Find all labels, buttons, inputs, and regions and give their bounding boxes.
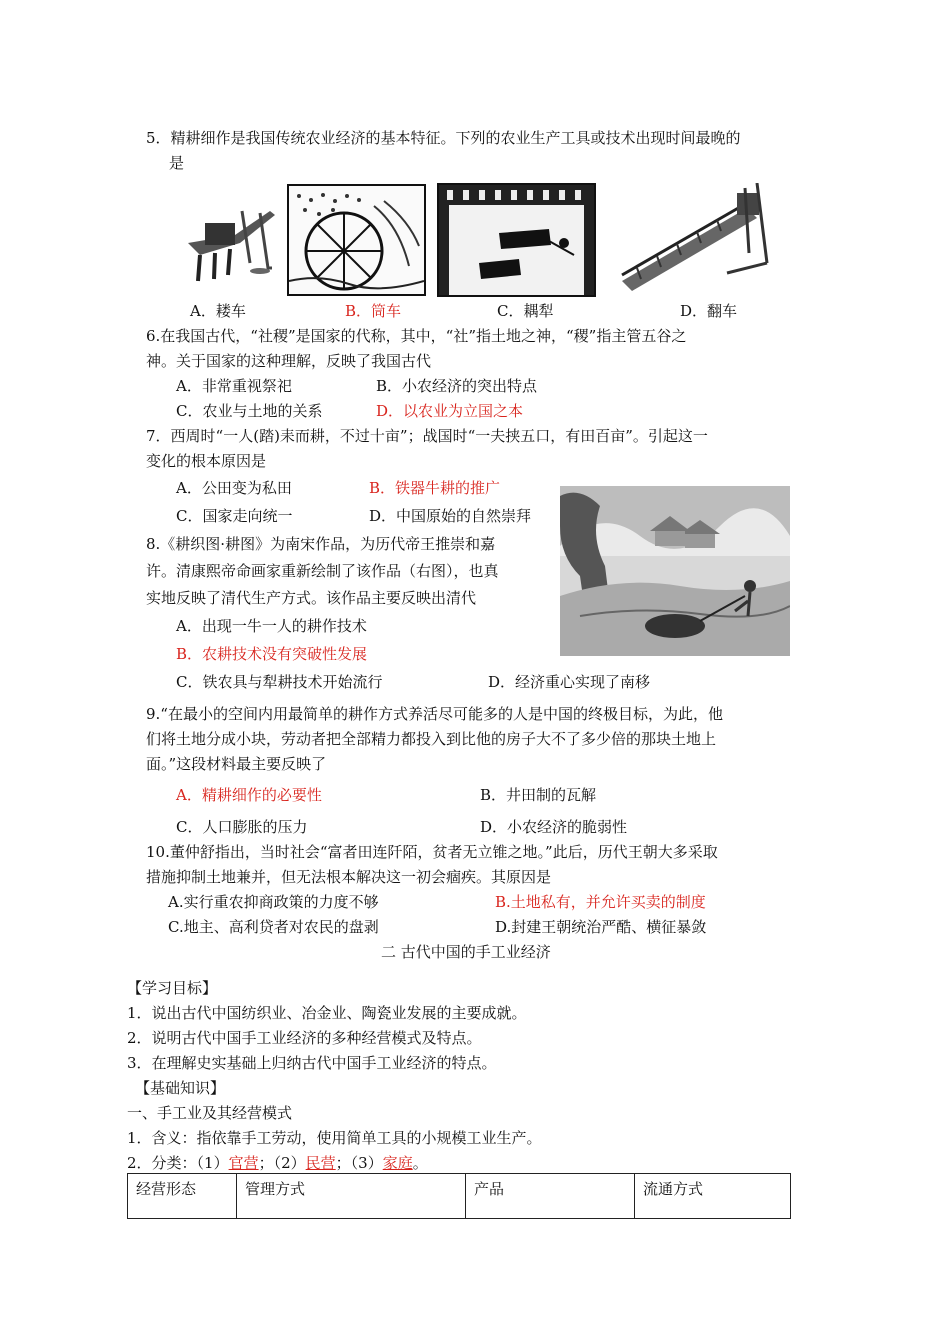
q8-option-d: D．经济重心实现了南移 [488, 673, 651, 691]
class-official: 官营 [228, 1154, 259, 1172]
q9-option-a: A．精耕细作的必要性 [176, 786, 322, 804]
q9-stem-line2: 们将土地分成小块，劳动者把全部精力都投入到比他的房子大不了多少倍的那块土地上 [146, 730, 717, 748]
learning-goal-1: 1．说出古代中国纺织业、冶金业、陶瓷业发展的主要成就。 [127, 1004, 527, 1022]
q8-stem-line3: 实地反映了清代生产方式。该作品主要反映出清代 [146, 589, 477, 607]
part-one-heading: 一、手工业及其经营模式 [127, 1104, 293, 1122]
q5-stem-line2: 是 [169, 154, 185, 172]
handicraft-table [127, 1173, 791, 1219]
table-header-row [128, 1174, 791, 1219]
q9-option-c: C．人口膨胀的压力 [176, 818, 308, 836]
definition-line: 1．含义：指依靠手工劳动，使用简单工具的小规模工业生产。 [127, 1129, 542, 1147]
q10-option-a: A.实行重农抑商政策的力度不够 [168, 893, 379, 911]
classification-end: 。 [412, 1154, 428, 1172]
q9-option-d: D．小农经济的脆弱性 [480, 818, 628, 836]
gengtu-painting-image [560, 486, 790, 656]
q10-option-d: D.封建王朝统治严酷、横征暴敛 [495, 918, 707, 936]
classification-sep-1: ；（2） [258, 1154, 306, 1172]
q7-option-a: A．公田变为私田 [176, 479, 292, 497]
table-header-cell: 管理方式 [237, 1174, 466, 1219]
q10-option-b: B.土地私有，并允许买卖的制度 [495, 893, 706, 911]
q7-stem-line2: 变化的根本原因是 [146, 452, 267, 470]
q10-option-c: C.地主、高利贷者对农民的盘剥 [168, 918, 379, 936]
q6-stem-line1: 6.在我国古代，“社稷”是国家的代称，其中，“社”指土地之神，“稷”指主管五谷之 [146, 327, 687, 345]
louche-image [180, 183, 280, 293]
classification-sep-2: ；（3） [335, 1154, 383, 1172]
q6-option-d: D．以农业为立国之本 [376, 402, 524, 420]
q6-stem-line2: 神。关于国家的这种理解，反映了我国古代 [146, 352, 432, 370]
q10-stem-line2: 措施抑制土地兼并，但无法根本解决这一初会痼疾。其原因是 [146, 868, 552, 886]
fanche-image [617, 183, 772, 293]
q9-stem-line3: 面。”这段材料最主要反映了 [146, 755, 327, 773]
q6-option-c: C．农业与土地的关系 [176, 402, 323, 420]
q5-stem-line1: 5．精耕细作是我国传统农业经济的基本特征。下列的农业生产工具或技术出现时间最晚的 [146, 129, 741, 147]
q8-option-a: A．出现一牛一人的耕作技术 [176, 617, 367, 635]
q8-option-b: B．农耕技术没有突破性发展 [176, 645, 368, 663]
q8-option-c: C．铁农具与犁耕技术开始流行 [176, 673, 383, 691]
q6-option-b: B．小农经济的突出特点 [376, 377, 538, 395]
q5-option-d: D．翻车 [680, 302, 738, 320]
q7-option-c: C．国家走向统一 [176, 507, 293, 525]
q7-stem-line1: 7．西周时“一人(踏)耒而耕，不过十亩”；战国时“一夫挟五口，有田百亩”。引起这一 [146, 427, 708, 445]
q10-stem-line1: 10.董仲舒指出，当时社会“富者田连阡陌，贫者无立锥之地。”此后，历代王朝大多采取 [146, 843, 718, 861]
classification-line [127, 1153, 428, 1173]
ouli-image [437, 183, 596, 297]
table-header-cell: 产品 [466, 1174, 635, 1219]
table-header-cell: 经营形态 [128, 1174, 237, 1219]
q5-option-c: C．耦犁 [497, 302, 554, 320]
q5-option-b: B．筒车 [345, 302, 402, 320]
learning-goal-3: 3．在理解史实基础上归纳古代中国手工业经济的特点。 [127, 1054, 497, 1072]
q7-option-b: B．铁器牛耕的推广 [369, 479, 501, 497]
q8-stem-line1: 8.《耕织图·耕图》为南宋作品，为历代帝王推崇和嘉 [146, 535, 496, 553]
q8-stem-line2: 许。清康熙帝命画家重新绘制了该作品（右图），也真 [146, 562, 499, 580]
learning-goals-heading: 【学习目标】 [127, 979, 218, 997]
q9-option-b: B．井田制的瓦解 [480, 786, 597, 804]
basic-knowledge-heading: 【基础知识】 [135, 1079, 226, 1097]
q9-stem-line1: 9.“在最小的空间内用最简单的耕作方式养活尽可能多的人是中国的终极目标，为此，他 [146, 705, 723, 723]
class-private: 民营 [305, 1154, 336, 1172]
tongche-image [287, 184, 426, 296]
class-household: 家庭 [382, 1154, 413, 1172]
q7-option-d: D．中国原始的自然崇拜 [369, 507, 532, 525]
table-header-cell: 流通方式 [635, 1174, 791, 1219]
classification-prefix: 2．分类：（1） [127, 1154, 229, 1172]
q5-option-a: A．耧车 [190, 302, 246, 320]
learning-goal-2: 2．说明古代中国手工业经济的多种经营模式及特点。 [127, 1029, 482, 1047]
section-title: 二 古代中国的手工业经济 [381, 943, 551, 961]
q6-option-a: A．非常重视祭祀 [176, 377, 292, 395]
